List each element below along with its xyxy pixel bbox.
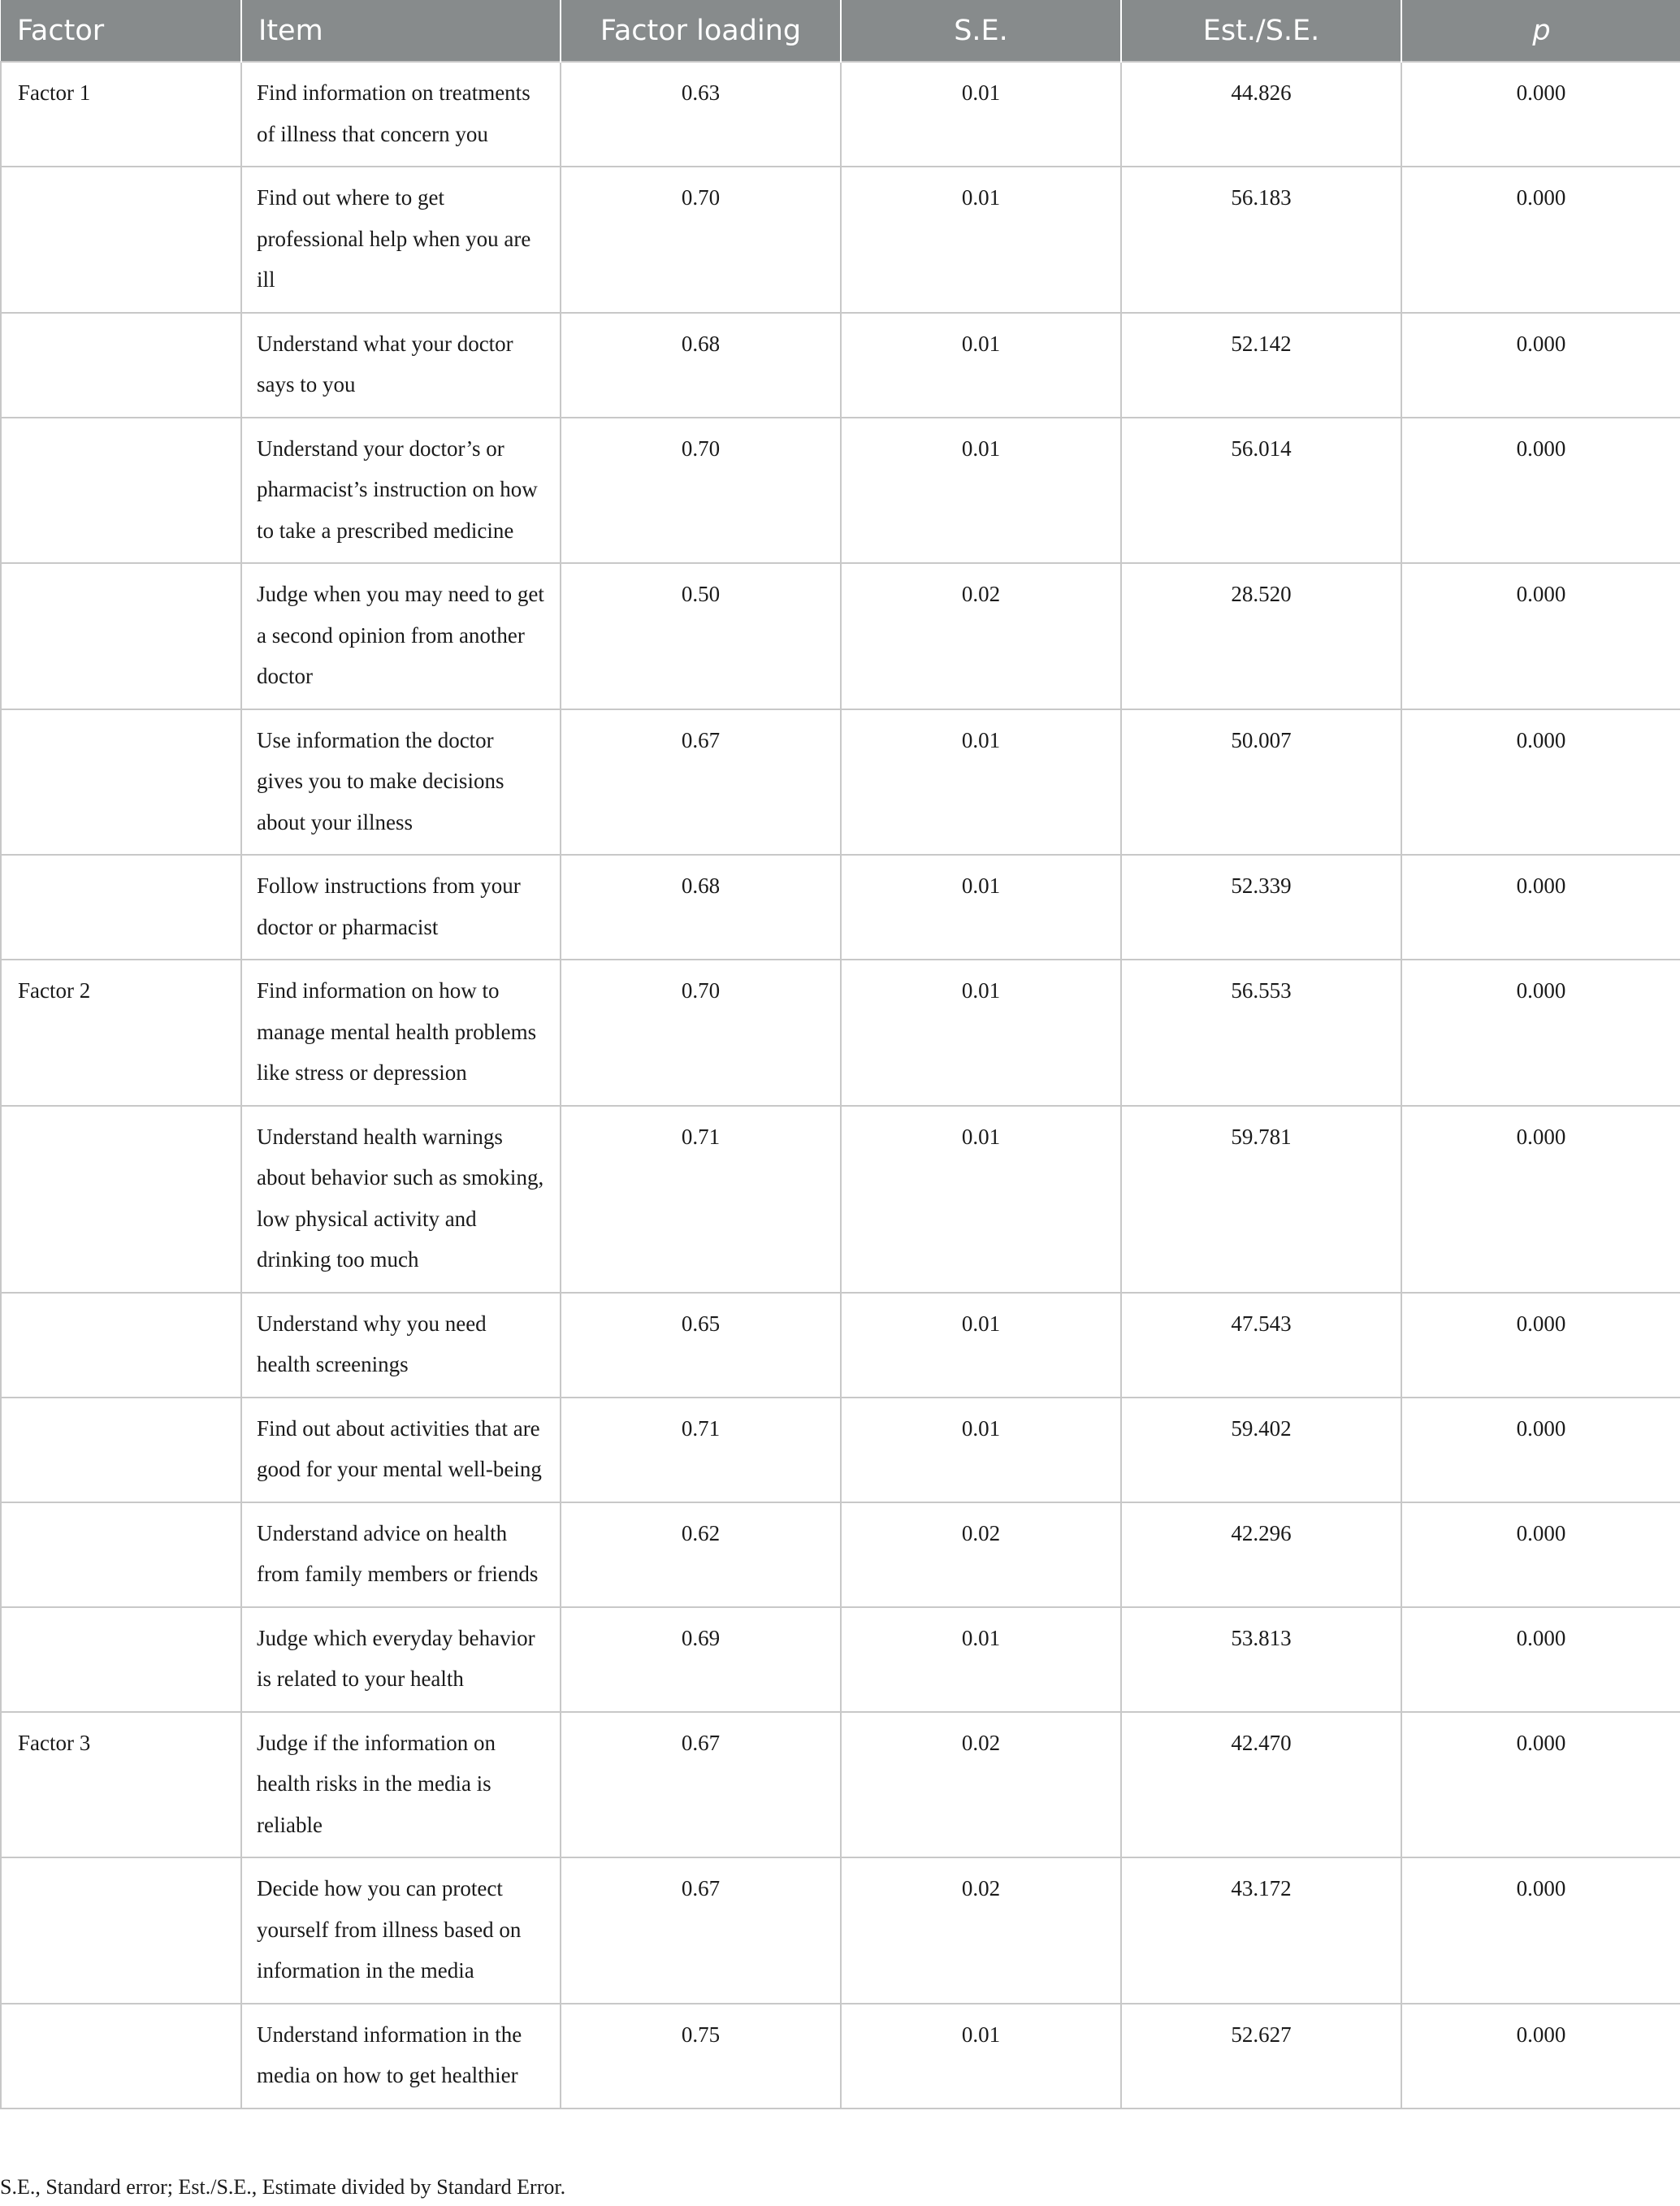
table-row (1, 1293, 1680, 1398)
p-value-cell: 0.000 (1401, 1712, 1680, 1858)
factor-cell: Factor 2 (1, 960, 241, 1106)
p-value-cell: 0.000 (1401, 2004, 1680, 2108)
loading-cell: 0.67 (561, 709, 841, 856)
factor-cell (1, 1607, 241, 1712)
p-value-cell: 0.000 (1401, 855, 1680, 960)
se-cell: 0.01 (841, 1106, 1121, 1293)
item-cell: Understand information in the media on how to get healthier (241, 2004, 561, 2108)
header-factor: Factor (1, 0, 241, 62)
table-row (1, 1106, 1680, 1293)
table-row (1, 1502, 1680, 1607)
table-row (1, 1607, 1680, 1712)
table-body (1, 62, 1680, 2108)
se-cell: 0.01 (841, 167, 1121, 313)
factor-cell (1, 418, 241, 564)
item-cell: Judge if the information on health risks in the media is reliable (241, 1712, 561, 1858)
item-cell: Use information the doctor gives you to make decisions about your illness (241, 709, 561, 856)
loading-cell: 0.68 (561, 313, 841, 418)
est-se-cell: 59.781 (1121, 1106, 1401, 1293)
factor-cell: Factor 3 (1, 1712, 241, 1858)
item-cell: Judge when you may need to get a second opinion from another doctor (241, 563, 561, 709)
est-se-cell: 43.172 (1121, 1857, 1401, 2004)
factor-cell (1, 563, 241, 709)
loading-cell: 0.65 (561, 1293, 841, 1398)
se-cell: 0.01 (841, 855, 1121, 960)
loading-cell: 0.70 (561, 167, 841, 313)
item-cell: Decide how you can protect yourself from illness based on information in the media (241, 1857, 561, 2004)
item-cell: Understand health warnings about behavior such as smoking, low physical activity and drinking too much (241, 1106, 561, 1293)
se-cell: 0.01 (841, 313, 1121, 418)
item-cell: Judge which everyday behavior is related to your health (241, 1607, 561, 1712)
est-se-cell: 53.813 (1121, 1607, 1401, 1712)
loading-cell: 0.71 (561, 1398, 841, 1502)
est-se-cell: 56.183 (1121, 167, 1401, 313)
table-row (1, 1398, 1680, 1502)
p-value-cell: 0.000 (1401, 1857, 1680, 2004)
factor-cell (1, 1857, 241, 2004)
loading-cell: 0.68 (561, 855, 841, 960)
est-se-cell: 59.402 (1121, 1398, 1401, 1502)
header-est-se: Est./S.E. (1121, 0, 1401, 62)
est-se-cell: 47.543 (1121, 1293, 1401, 1398)
factor-cell (1, 1293, 241, 1398)
est-se-cell: 56.553 (1121, 960, 1401, 1106)
se-cell: 0.02 (841, 1502, 1121, 1607)
p-value-cell: 0.000 (1401, 1293, 1680, 1398)
loading-cell: 0.62 (561, 1502, 841, 1607)
item-cell: Understand advice on health from family members or friends (241, 1502, 561, 1607)
factor-cell (1, 709, 241, 856)
est-se-cell: 44.826 (1121, 62, 1401, 167)
p-value-cell: 0.000 (1401, 167, 1680, 313)
loading-cell: 0.71 (561, 1106, 841, 1293)
loading-cell: 0.63 (561, 62, 841, 167)
factor-cell (1, 2004, 241, 2108)
table-row (1, 418, 1680, 564)
est-se-cell: 52.339 (1121, 855, 1401, 960)
table-row (1, 2004, 1680, 2108)
header-factor-loading: Factor loading (561, 0, 841, 62)
se-cell: 0.02 (841, 1712, 1121, 1858)
table-row (1, 960, 1680, 1106)
p-value-cell: 0.000 (1401, 1502, 1680, 1607)
item-cell: Understand your doctor’s or pharmacist’s instruction on how to take a prescribed medicine (241, 418, 561, 564)
header-item: Item (241, 0, 561, 62)
est-se-cell: 28.520 (1121, 563, 1401, 709)
se-cell: 0.01 (841, 1293, 1121, 1398)
se-cell: 0.01 (841, 1398, 1121, 1502)
p-value-cell: 0.000 (1401, 62, 1680, 167)
p-value-cell: 0.000 (1401, 418, 1680, 564)
est-se-cell: 42.296 (1121, 1502, 1401, 1607)
factor-cell (1, 1106, 241, 1293)
header-row (1, 0, 1680, 62)
factor-cell (1, 1502, 241, 1607)
item-cell: Understand why you need health screenings (241, 1293, 561, 1398)
est-se-cell: 42.470 (1121, 1712, 1401, 1858)
loading-cell: 0.67 (561, 1857, 841, 2004)
table-row (1, 1857, 1680, 2004)
item-cell: Understand what your doctor says to you (241, 313, 561, 418)
se-cell: 0.01 (841, 1607, 1121, 1712)
table-row (1, 563, 1680, 709)
se-cell: 0.01 (841, 62, 1121, 167)
factor-cell (1, 313, 241, 418)
factor-cell (1, 855, 241, 960)
loading-cell: 0.75 (561, 2004, 841, 2108)
se-cell: 0.01 (841, 2004, 1121, 2108)
se-cell: 0.02 (841, 1857, 1121, 2004)
p-value-cell: 0.000 (1401, 313, 1680, 418)
loading-cell: 0.70 (561, 418, 841, 564)
item-cell: Find out where to get professional help when you are ill (241, 167, 561, 313)
loading-cell: 0.50 (561, 563, 841, 709)
item-cell: Find information on how to manage mental health problems like stress or depression (241, 960, 561, 1106)
loading-cell: 0.70 (561, 960, 841, 1106)
table-row (1, 709, 1680, 856)
se-cell: 0.02 (841, 563, 1121, 709)
table-row (1, 167, 1680, 313)
p-value-cell: 0.000 (1401, 1607, 1680, 1712)
table-footnote: S.E., Standard error; Est./S.E., Estimate divided by Standard Error. (0, 2175, 566, 2199)
loading-cell: 0.69 (561, 1607, 841, 1712)
factor-cell (1, 1398, 241, 1502)
item-cell: Follow instructions from your doctor or pharmacist (241, 855, 561, 960)
table-row (1, 313, 1680, 418)
se-cell: 0.01 (841, 960, 1121, 1106)
est-se-cell: 52.142 (1121, 313, 1401, 418)
header-se: S.E. (841, 0, 1121, 62)
factor-cell: Factor 1 (1, 62, 241, 167)
table-row (1, 1712, 1680, 1858)
factor-cell (1, 167, 241, 313)
est-se-cell: 56.014 (1121, 418, 1401, 564)
se-cell: 0.01 (841, 418, 1121, 564)
p-value-cell: 0.000 (1401, 563, 1680, 709)
item-cell: Find information on treatments of illness that concern you (241, 62, 561, 167)
table-row (1, 855, 1680, 960)
table-header (1, 0, 1680, 62)
est-se-cell: 52.627 (1121, 2004, 1401, 2108)
item-cell: Find out about activities that are good for your mental well-being (241, 1398, 561, 1502)
p-value-cell: 0.000 (1401, 1106, 1680, 1293)
header-p: p (1401, 0, 1680, 62)
table-row (1, 62, 1680, 167)
est-se-cell: 50.007 (1121, 709, 1401, 856)
p-value-cell: 0.000 (1401, 709, 1680, 856)
loading-cell: 0.67 (561, 1712, 841, 1858)
p-value-cell: 0.000 (1401, 960, 1680, 1106)
se-cell: 0.01 (841, 709, 1121, 856)
p-value-cell: 0.000 (1401, 1398, 1680, 1502)
